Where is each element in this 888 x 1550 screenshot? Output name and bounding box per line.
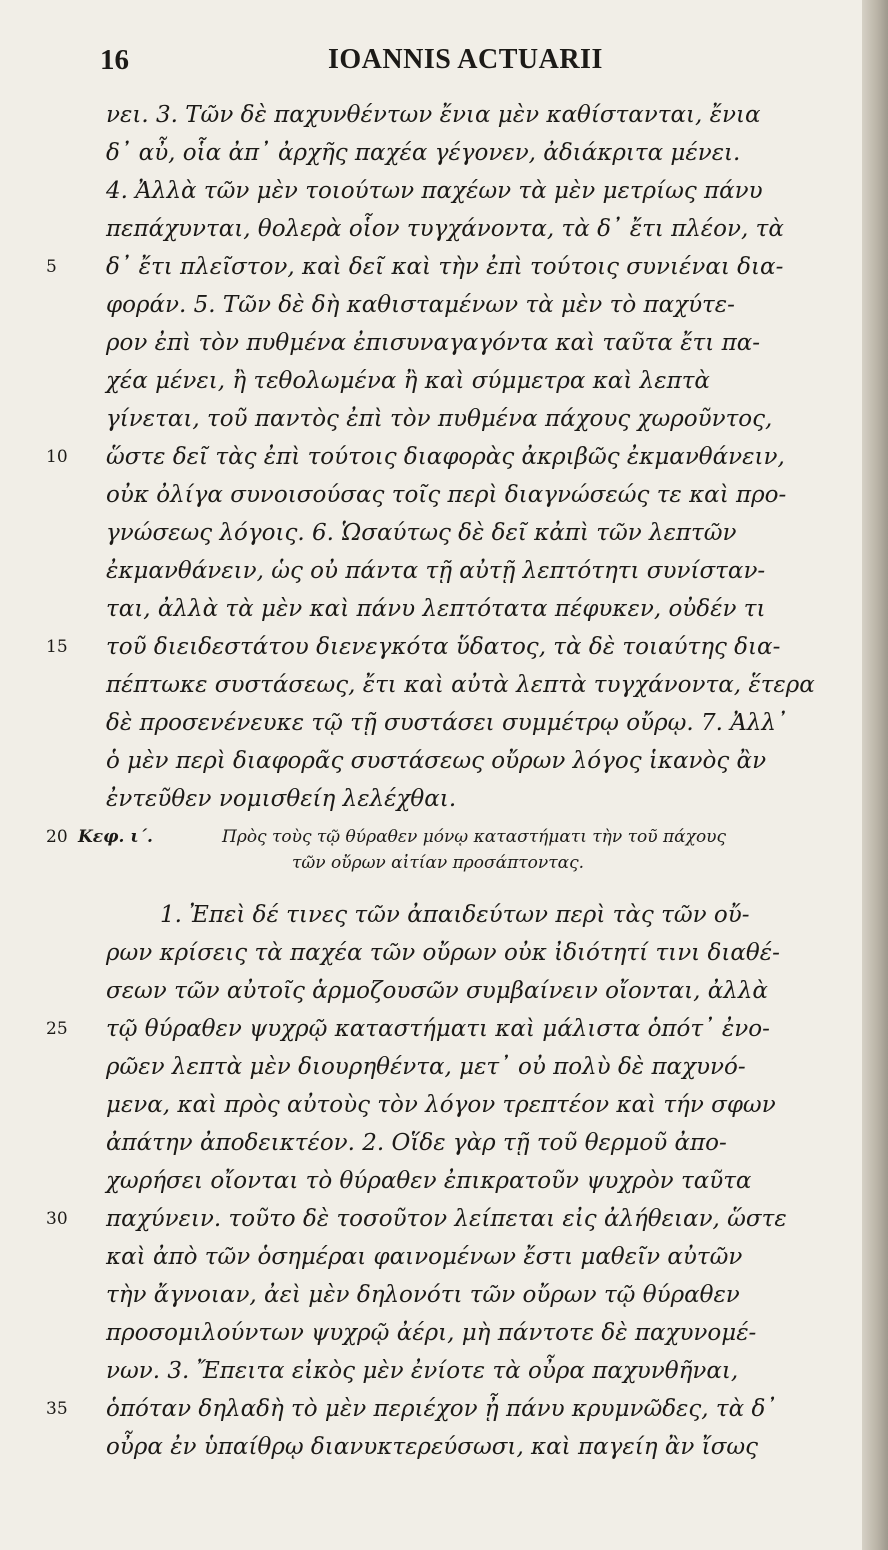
- text-line: [0, 400, 841, 438]
- line-text: γνώσεως λόγοις. 6. Ὡσαύτως δὲ δεῖ κἀπὶ τῶν λεπτῶν: [106, 520, 737, 546]
- page-header: [0, 44, 862, 84]
- line-text: δ᾽ ἔτι πλεῖστον, καὶ δεῖ καὶ τὴν ἐπὶ τούτοις συνιέναι δια-: [106, 254, 784, 280]
- text-line: [0, 1200, 841, 1238]
- text-line: [0, 210, 841, 248]
- text-line: [0, 362, 841, 400]
- line-number: 35: [46, 1399, 68, 1419]
- line-text: πέπτωκε συστάσεως, ἔτι καὶ αὐτὰ λεπτὰ τυγχάνοντα, ἕτερα: [106, 672, 815, 698]
- text-line: [0, 1010, 841, 1048]
- chapter-title-line-2: τῶν οὔρων αἰτίαν προσάπτοντας.: [292, 853, 585, 873]
- page-edge: [862, 0, 888, 1550]
- text-line: [0, 514, 841, 552]
- running-head: IOANNIS ACTUARII: [328, 44, 603, 75]
- line-text: τοῦ διειδεστάτου διενεγκότα ὕδατος, τὰ δὲ τοιαύτης δια-: [106, 634, 781, 660]
- line-text: δὲ προσενένευκε τῷ τῇ συστάσει συμμέτρῳ οὔρῳ. 7. Ἀλλ᾽: [106, 710, 788, 736]
- line-text: προσομιλούντων ψυχρῷ ἀέρι, μὴ πάντοτε δὲ παχυνομέ-: [106, 1320, 757, 1346]
- line-text: τῷ θύραθεν ψυχρῷ καταστήματι καὶ μάλιστα ὁπότ᾽ ἐνο-: [106, 1016, 770, 1042]
- line-text: ρον ἐπὶ τὸν πυθμένα ἐπισυναγαγόντα καὶ ταῦτα ἔτι πα-: [106, 330, 761, 356]
- line-number: 5: [46, 257, 57, 277]
- line-text: 1. Ἐπεὶ δέ τινες τῶν ἀπαιδεύτων περὶ τὰς τῶν οὔ-: [160, 902, 750, 928]
- text-line: [0, 1086, 841, 1124]
- text-line: [0, 896, 841, 934]
- line-text: τὴν ἄγνοιαν, ἀεὶ μὲν δηλονότι τῶν οὔρων τῷ θύραθεν: [106, 1282, 740, 1308]
- text-line: [0, 666, 841, 704]
- line-text: οὐκ ὀλίγα συνοισούσας τοῖς περὶ διαγνώσεώς τε καὶ προ-: [106, 482, 787, 508]
- chapter-heading: [0, 824, 862, 876]
- text-line: [0, 704, 841, 742]
- text-line: [0, 1314, 841, 1352]
- text-line: [0, 552, 841, 590]
- line-number: 10: [46, 447, 68, 467]
- text-line: [0, 134, 841, 172]
- text-line: [0, 96, 841, 134]
- text-line: [0, 1276, 841, 1314]
- text-line: [0, 972, 841, 1010]
- chapter-label: Κεφ. ι΄.: [78, 827, 153, 847]
- line-text: δ᾽ αὖ, οἷα ἀπ᾽ ἀρχῆς παχέα γέγονεν, ἀδιάκριτα μένει.: [106, 140, 741, 166]
- text-line: [0, 438, 841, 476]
- chapter-heading-line-1: [0, 824, 862, 850]
- text-line: [0, 1238, 841, 1276]
- line-text: σεων τῶν αὐτοῖς ἁρμοζουσῶν συμβαίνειν οἴονται, ἀλλὰ: [106, 978, 768, 1004]
- chapter-heading-line-2: [0, 850, 862, 876]
- text-line: [0, 1352, 841, 1390]
- line-text: ται, ἀλλὰ τὰ μὲν καὶ πάνυ λεπτότατα πέφυκεν, οὐδέν τι: [106, 596, 766, 622]
- text-line: [0, 1390, 841, 1428]
- text-line: [0, 934, 841, 972]
- line-text: 4. Ἀλλὰ τῶν μὲν τοιούτων παχέων τὰ μὲν μετρίως πάνυ: [106, 178, 763, 204]
- line-text: χωρήσει οἴονται τὸ θύραθεν ἐπικρατοῦν ψυχρὸν ταῦτα: [106, 1168, 752, 1194]
- line-text: νων. 3. Ἔπειτα εἰκὸς μὲν ἐνίοτε τὰ οὖρα παχυνθῆναι,: [106, 1358, 739, 1384]
- paragraph-1: [0, 96, 862, 818]
- paragraph-2: [0, 896, 862, 1466]
- line-text: καὶ ἀπὸ τῶν ὁσημέραι φαινομένων ἔστι μαθεῖν αὐτῶν: [106, 1244, 743, 1270]
- line-number: 25: [46, 1019, 68, 1039]
- text-line: [0, 1162, 841, 1200]
- line-text: φοράν. 5. Τῶν δὲ δὴ καθισταμένων τὰ μὲν τὸ παχύτε-: [106, 292, 735, 318]
- line-text: παχύνειν. τοῦτο δὲ τοσοῦτον λείπεται εἰς ἀλήθειαν, ὥστε: [106, 1206, 787, 1232]
- line-text: ὁ μὲν περὶ διαφορᾶς συστάσεως οὔρων λόγος ἱκανὸς ἂν: [106, 748, 767, 774]
- line-text: νει. 3. Τῶν δὲ παχυνθέντων ἔνια μὲν καθίστανται, ἔνια: [106, 102, 761, 128]
- line-text: οὖρα ἐν ὑπαίθρῳ διανυκτερεύσωσι, καὶ παγείη ἂν ἴσως: [106, 1434, 759, 1460]
- line-text: ἀπάτην ἀποδεικτέον. 2. Οἵδε γὰρ τῇ τοῦ θερμοῦ ἀπο-: [106, 1130, 727, 1156]
- text-line: [0, 742, 841, 780]
- line-text: ἐκμανθάνειν, ὡς οὐ πάντα τῇ αὐτῇ λεπτότητι συνίσταν-: [106, 558, 766, 584]
- text-line: [0, 1428, 841, 1466]
- line-text: ρων κρίσεις τὰ παχέα τῶν οὔρων οὐκ ἰδιότητί τινι διαθέ-: [106, 940, 780, 966]
- line-text: χέα μένει, ἢ τεθολωμένα ἢ καὶ σύμμετρα καὶ λεπτὰ: [106, 368, 710, 394]
- chapter-title-line-1: Πρὸς τοὺς τῷ θύραθεν μόνῳ καταστήματι τὴν τοῦ πάχους: [222, 827, 727, 847]
- line-text: ὥστε δεῖ τὰς ἐπὶ τούτοις διαφορὰς ἀκριβῶς ἐκμανθάνειν,: [106, 444, 785, 470]
- line-number: 20: [46, 827, 68, 847]
- text-line: [0, 1048, 841, 1086]
- line-text: ρῶεν λεπτὰ μὲν διουρηθέντα, μετ᾽ οὐ πολὺ δὲ παχυνό-: [106, 1054, 746, 1080]
- line-number: 30: [46, 1209, 68, 1229]
- text-line: [0, 628, 841, 666]
- text-line: [0, 1124, 841, 1162]
- line-text: ἐντεῦθεν νομισθείη λελέχθαι.: [106, 786, 457, 812]
- line-text: μενα, καὶ πρὸς αὐτοὺς τὸν λόγον τρεπτέον καὶ τήν σφων: [106, 1092, 776, 1118]
- text-line: [0, 590, 841, 628]
- text-line: [0, 248, 841, 286]
- page-number: 16: [100, 44, 129, 76]
- line-text: πεπάχυνται, θολερὰ οἷον τυγχάνοντα, τὰ δ᾽ ἔτι πλέον, τὰ: [106, 216, 784, 242]
- line-text: γίνεται, τοῦ παντὸς ἐπὶ τὸν πυθμένα πάχους χωροῦντος,: [106, 406, 773, 432]
- text-line: [0, 324, 841, 362]
- text-line: [0, 172, 841, 210]
- text-line: [0, 780, 841, 818]
- text-line: [0, 476, 841, 514]
- line-text: ὁπόταν δηλαδὴ τὸ μὲν περιέχον ᾖ πάνυ κρυμνῶδες, τὰ δ᾽: [106, 1396, 777, 1422]
- text-line: [0, 286, 841, 324]
- line-number: 15: [46, 637, 68, 657]
